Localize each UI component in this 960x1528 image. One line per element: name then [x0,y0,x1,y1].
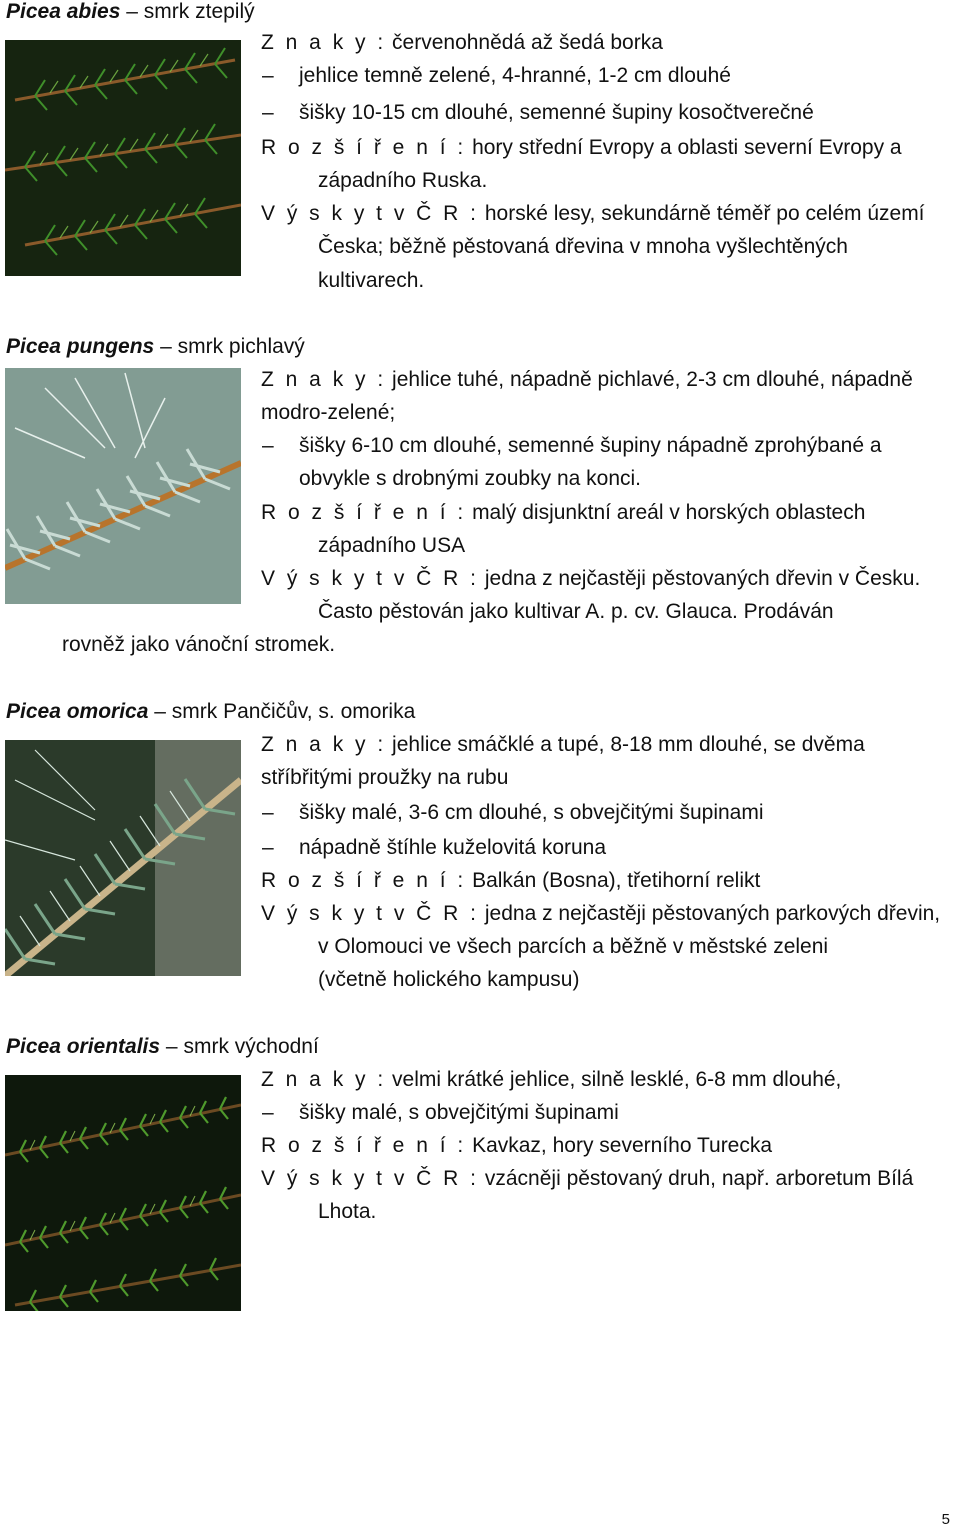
description-line [261,367,913,393]
description-line [261,868,760,894]
field-text: Balkán (Bosna), třetihorní relikt [472,869,761,892]
field-label: Z n a k y : [261,733,387,756]
field-text: jedna z nejčastěji pěstovaných dřevin v Česku. [484,567,921,590]
latin-name: Picea pungens [6,335,155,358]
latin-name: Picea orientalis [6,1035,161,1058]
bullet-dash: – [262,836,274,859]
common-name: smrk ztepilý [143,0,255,23]
bullet-dash: – [262,64,274,87]
description-line: jehlice temně zelené, 4-hranné, 1-2 cm dlouhé [299,64,731,87]
description-line: nápadně štíhle kuželovitá koruna [299,836,607,859]
field-text: malý disjunktní areál v horských oblastech [472,501,866,524]
field-label: R o z š í ř e n í : [261,136,467,159]
description-line [261,566,920,592]
description-line: (včetně holického kampusu) [318,968,580,991]
title-separator: – [165,1035,178,1058]
species-title [6,335,305,359]
field-label: V ý s k y t v Č R : [261,202,480,225]
description-line [261,500,865,526]
description-line: šišky 10-15 cm dlouhé, semenné šupiny kosočtverečné [299,101,814,124]
species-title [6,700,415,724]
species-title [6,1035,319,1059]
field-label: R o z š í ř e n í : [261,1134,467,1157]
field-label: Z n a k y : [261,1068,387,1091]
field-label: V ý s k y t v Č R : [261,567,480,590]
common-name: smrk východní [183,1035,319,1058]
field-text: jehlice smáčklé a tupé, 8-18 mm dlouhé, se dvěma [392,733,865,756]
bullet-dash: – [262,1101,274,1124]
field-text: horské lesy, sekundárně téměř po celém území [484,202,925,225]
description-line [261,201,925,227]
description-line [261,1133,772,1159]
title-separator: – [126,0,138,23]
bullet-dash: – [262,801,274,824]
description-line: šišky malé, s obvejčitými šupinami [299,1101,619,1124]
spruce-branch-photo [5,40,241,276]
spruce-branch-photo [5,740,241,976]
latin-name: Picea omorica [6,700,149,723]
title-separator: – [160,335,172,358]
common-name: smrk Pančičův, s. omorika [171,700,416,723]
field-text: hory střední Evropy a oblasti severní Evropy a [472,136,902,159]
description-line: Česka; běžně pěstovaná dřevina v mnoha vyšlechtěných [318,235,848,258]
common-name: smrk pichlavý [177,335,305,358]
field-label: V ý s k y t v Č R : [261,1167,480,1190]
description-line [261,135,902,161]
field-text: jedna z nejčastěji pěstovaných parkových dřevin, [484,902,941,925]
description-line [261,1166,913,1192]
description-line: rovněž jako vánoční stromek. [62,633,336,656]
field-text: červenohnědá až šedá borka [392,31,663,54]
field-text: vzácněji pěstovaný druh, např. arboretum Bílá [484,1167,914,1190]
field-text: Kavkaz, hory severního Turecka [472,1134,773,1157]
description-line: západního Ruska. [318,169,488,192]
description-line [261,30,663,56]
description-line: šišky 6-10 cm dlouhé, semenné šupiny nápadně zprohýbané a [299,434,882,457]
species-title [6,0,255,24]
bullet-dash: – [262,434,274,457]
description-line: obvykle s drobnými zoubky na konci. [299,467,641,490]
description-line: Lhota. [318,1200,377,1223]
field-label: Z n a k y : [261,368,387,391]
field-label: Z n a k y : [261,31,387,54]
description-line: Často pěstován jako kultivar A. p. cv. Glauca. Prodáván [318,600,834,623]
description-line: stříbřitými proužky na rubu [261,766,509,789]
description-line [261,901,940,927]
description-line: západního USA [318,534,466,557]
description-line: kultivarech. [318,269,425,292]
page-number: 5 [941,1511,950,1528]
field-text: velmi krátké jehlice, silně lesklé, 6-8 mm dlouhé, [392,1068,842,1091]
description-line: šišky malé, 3-6 cm dlouhé, s obvejčitými šupinami [299,801,764,824]
spruce-branch-photo [5,368,241,604]
title-separator: – [154,700,166,723]
latin-name: Picea abies [6,0,121,23]
field-label: V ý s k y t v Č R : [261,902,480,925]
bullet-dash: – [262,101,274,124]
field-text: jehlice tuhé, nápadně pichlavé, 2-3 cm dlouhé, nápadně [392,368,913,391]
description-line: v Olomouci ve všech parcích a běžně v městské zeleni [318,935,829,958]
spruce-branch-photo [5,1075,241,1311]
field-label: R o z š í ř e n í : [261,501,467,524]
field-label: R o z š í ř e n í : [261,869,467,892]
description-line [261,1067,841,1093]
description-line [261,732,865,758]
description-line: modro-zelené; [261,401,396,424]
